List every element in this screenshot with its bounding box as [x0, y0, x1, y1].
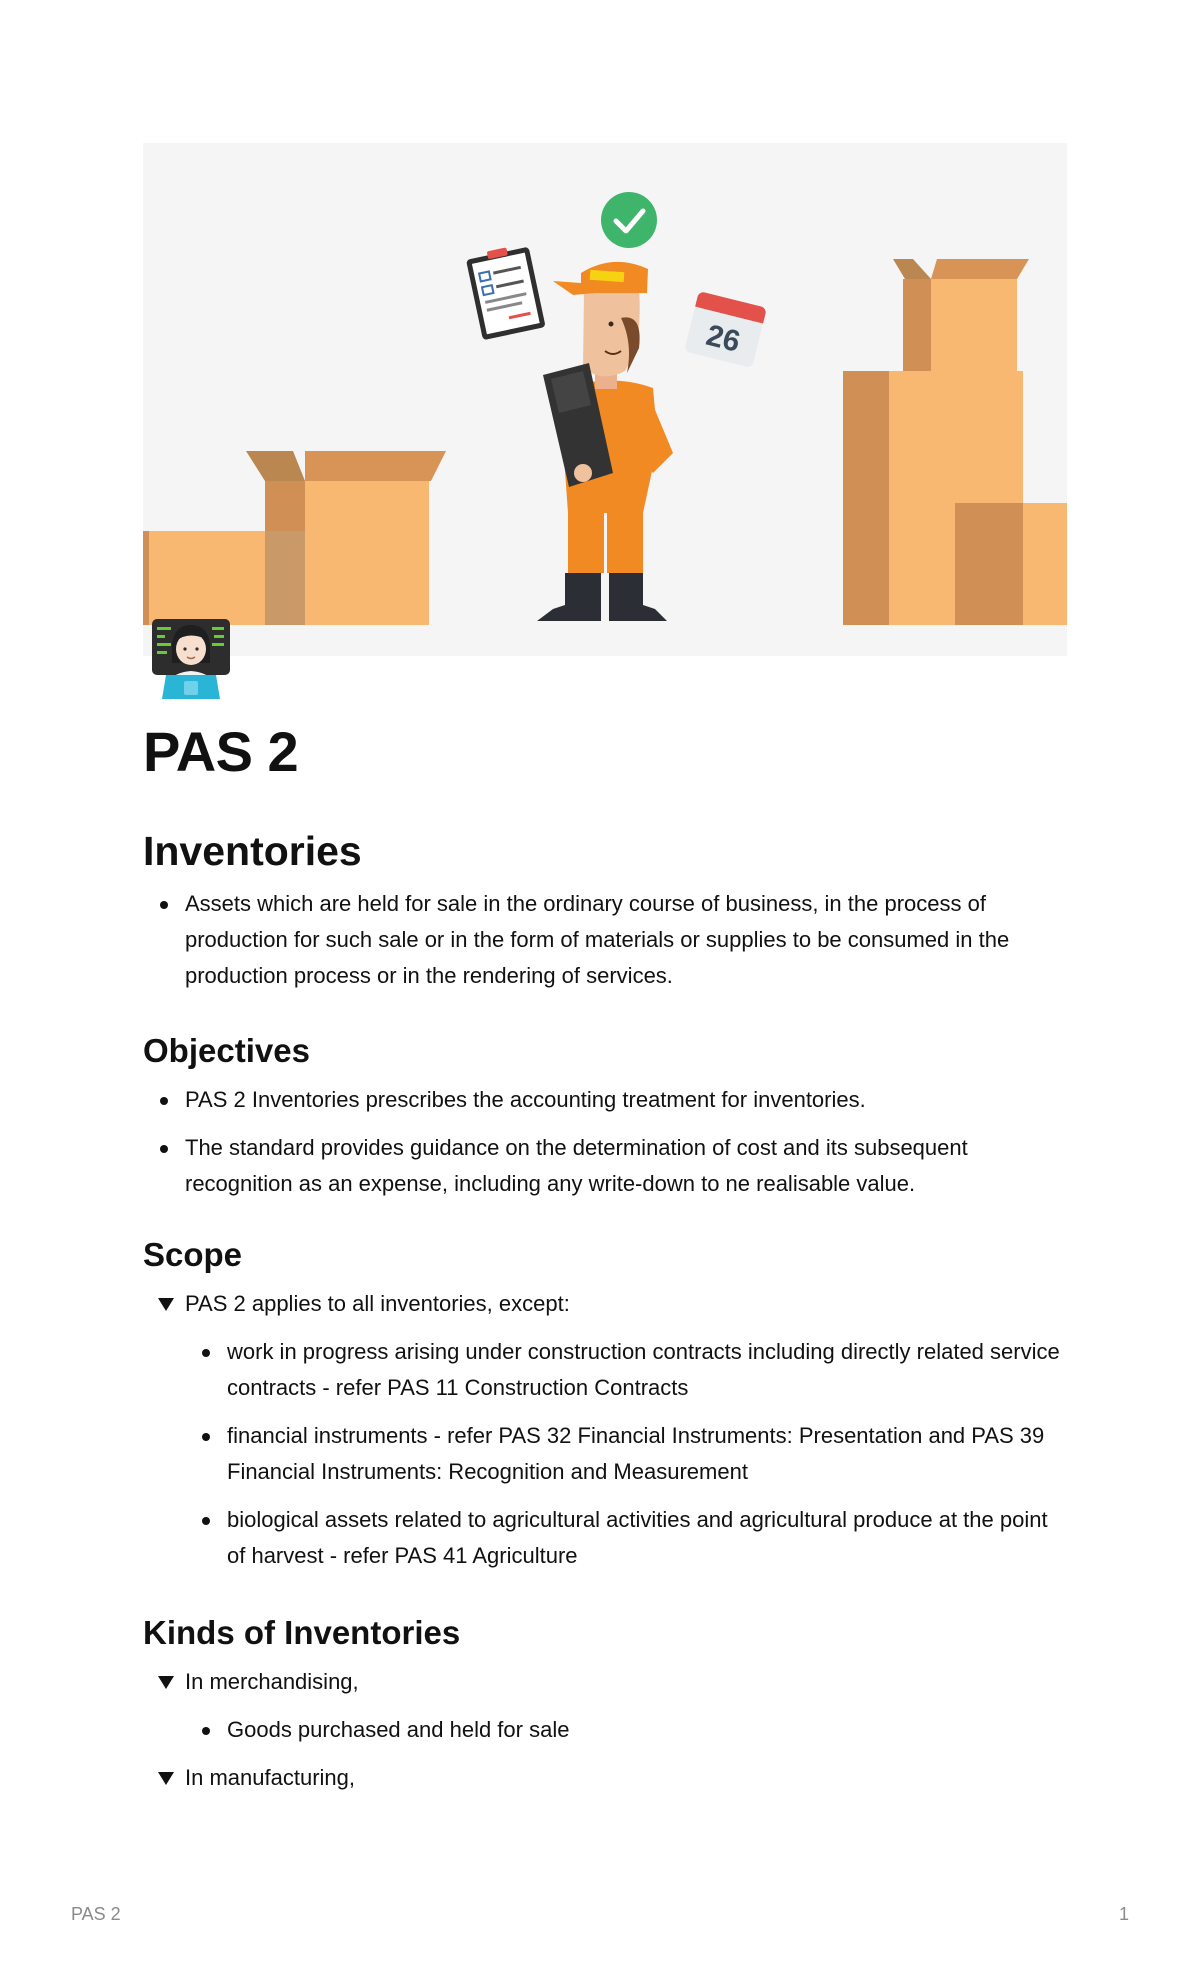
heading-objectives: Objectives: [143, 1032, 310, 1069]
heading-kinds-of-inventories: Kinds of Inventories: [143, 1614, 461, 1651]
heading-inventories: Inventories: [143, 828, 362, 874]
footer-page-number: 1: [1118, 1904, 1129, 1924]
merchandising-list: [185, 1712, 1067, 1748]
list-item: work in progress arising under construction contracts including directly related service contracts - refer PAS 11 Construction Contracts: [185, 1334, 1067, 1406]
footer-document-title: PAS 2: [71, 1904, 121, 1924]
toggle-label: In merchandising,: [185, 1669, 359, 1694]
toggle-triangle-icon[interactable]: [158, 1772, 174, 1785]
toggle-manufacturing[interactable]: [143, 1760, 1067, 1796]
left-boxes-illustration: [143, 451, 446, 625]
inventories-list: [143, 886, 1067, 994]
toggle-merchandising[interactable]: [143, 1664, 1067, 1700]
toggle-label: In manufacturing,: [185, 1765, 355, 1790]
list-item: Goods purchased and held for sale: [185, 1712, 1067, 1748]
list-item: PAS 2 Inventories prescribes the accounting treatment for inventories.: [143, 1082, 1067, 1118]
objectives-list: [143, 1082, 1067, 1202]
checkmark-icon: [601, 192, 657, 248]
toggle-triangle-icon[interactable]: [158, 1676, 174, 1689]
page-icon-technologist: [148, 615, 234, 701]
heading-scope: Scope: [143, 1236, 243, 1273]
right-boxes-illustration: [843, 259, 1067, 625]
cover-image: [143, 143, 1067, 656]
toggle-content-scope: [143, 1334, 1067, 1574]
toggle-scope-exceptions[interactable]: [143, 1286, 1067, 1322]
worker-illustration: [537, 262, 673, 621]
list-item: Assets which are held for sale in the ordinary course of business, in the process of production for such sale or in the form of materials or supplies to be consumed in the production process or in the rendering of services.: [143, 886, 1067, 994]
calendar-day: 26: [702, 318, 744, 359]
toggle-triangle-icon[interactable]: [158, 1298, 174, 1311]
scope-exceptions-list: [185, 1334, 1067, 1574]
list-item: financial instruments - refer PAS 32 Financial Instruments: Presentation and PAS 39 Financial Instruments: Recognition and Measurement: [185, 1418, 1067, 1490]
list-item: biological assets related to agricultural activities and agricultural produce at the point of harvest - refer PAS 41 Agriculture: [185, 1502, 1067, 1574]
page-title: PAS 2: [143, 720, 299, 783]
toggle-content-merchandising: [143, 1712, 1067, 1748]
list-item: The standard provides guidance on the determination of cost and its subsequent recognition as an expense, including any write-down to ne realisable value.: [143, 1130, 1067, 1202]
clipboard-icon: [465, 243, 545, 340]
toggle-label: PAS 2 applies to all inventories, except:: [185, 1291, 570, 1316]
calendar-icon: [684, 291, 767, 368]
